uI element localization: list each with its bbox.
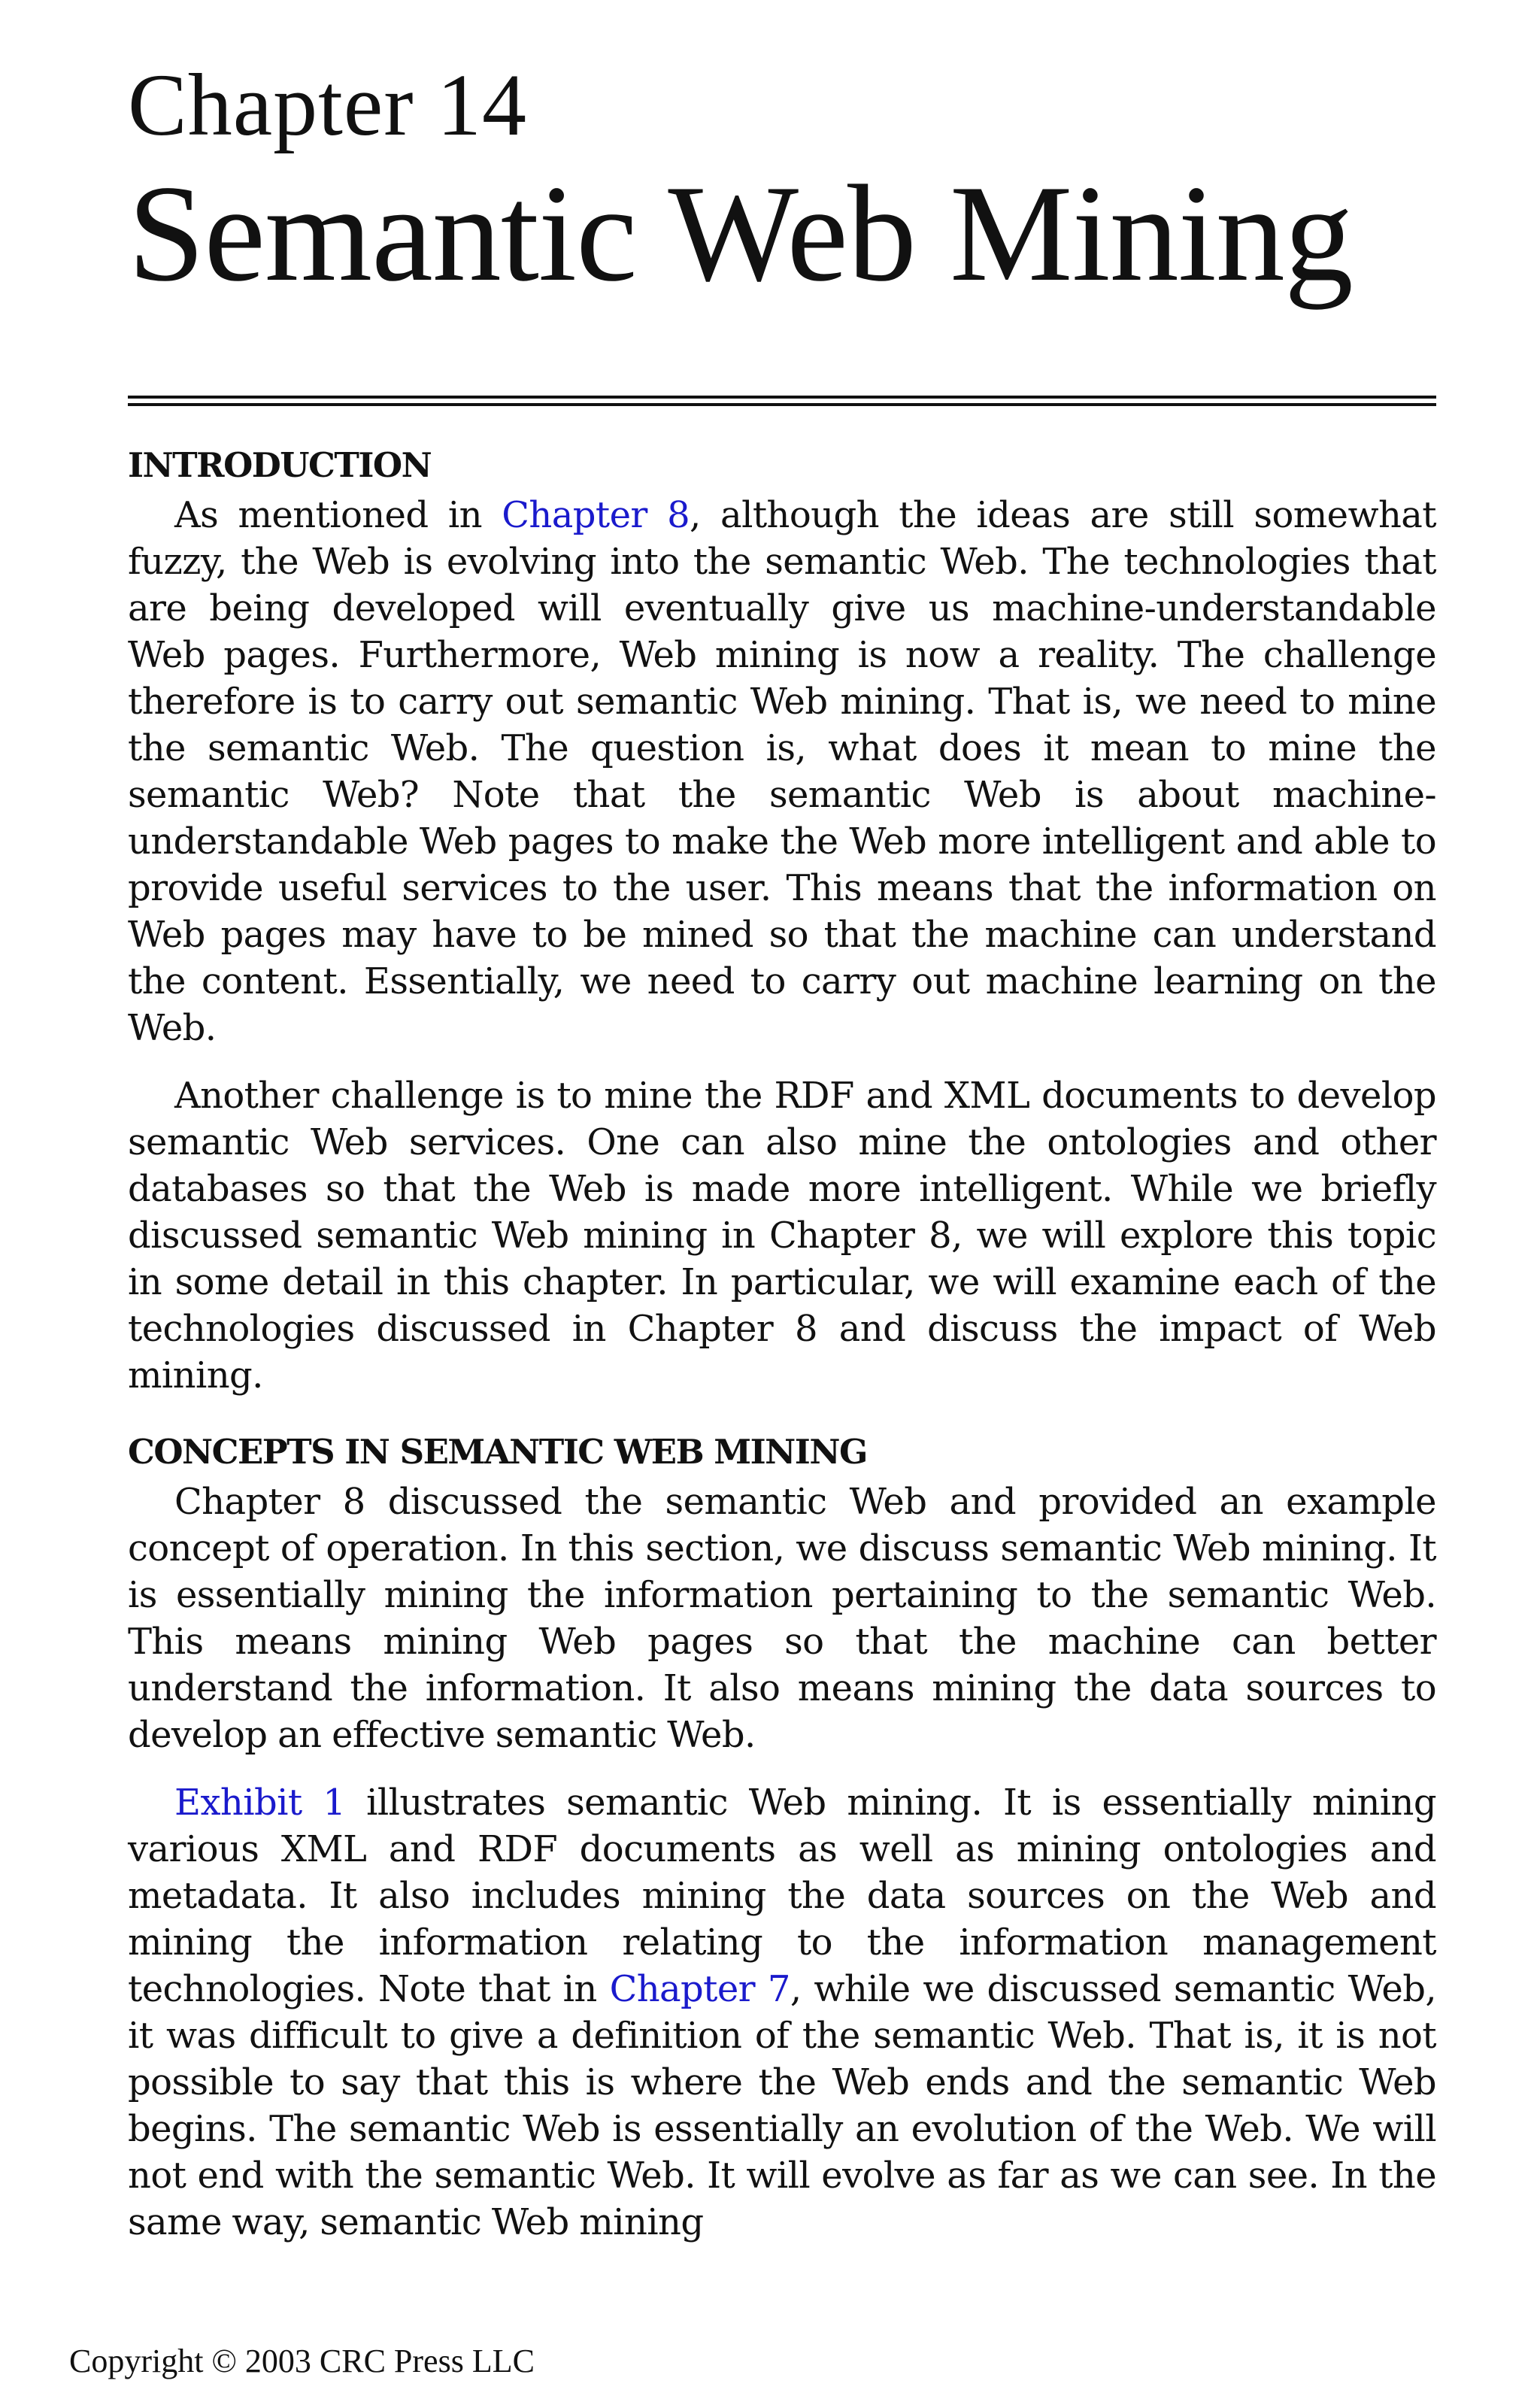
intro-paragraph-2: Another challenge is to mine the RDF and XML documents to develop semantic Web services. One can also mine the ontologies and other databases so that the Web is made more intelligent. While we briefly discussed semantic Web mining in Chapter 8, we will explore this topic in some detail in this chapter. In particular, we will examine each of the technologies discussed in Chapter 8 and discuss the impact of Web mining. — [128, 1075, 1436, 1397]
exhibit-1-link[interactable]: Exhibit 1 — [174, 1782, 346, 1824]
concepts-paragraph-2 — [128, 1779, 1436, 2246]
title-rule-bottom — [128, 403, 1436, 406]
chapter-8-link[interactable]: Chapter 8 — [502, 494, 690, 536]
chapter-title: Semantic Web Mining — [128, 156, 1353, 310]
title-rule-top — [128, 396, 1436, 399]
page-content — [128, 53, 1436, 2267]
chapter-7-link[interactable]: Chapter 7 — [609, 1968, 790, 2010]
concepts-paragraph-1: Chapter 8 discussed the semantic Web and provided an example concept of operation. In this section, we discuss semantic Web mining. It is essentially mining the information pertaining to the semantic Web. This means mining Web pages so that the machine can better understand the information. It also means mining the data sources to develop an effective semantic Web. — [128, 1481, 1436, 1756]
copyright-footer: Copyright © 2003 CRC Press LLC — [69, 2343, 535, 2379]
intro-p1-lead: As mentioned in — [174, 494, 502, 536]
concepts-p2-part1: illustrates semantic Web mining. It is essentially mining various XML and RDF documents as well as mining ontologies and metadata. It also includes mining the data sources on the Web and mining the information relating to the information management technologies. Note that in — [128, 1782, 1436, 2010]
section-heading-introduction: INTRODUCTION — [128, 445, 432, 485]
concepts-p2-part2: , while we discussed semantic Web, it was difficult to give a definition of the semantic Web. That is, it is not possible to say that this is where the Web ends and the semantic Web begins. The semantic Web is essentially an evolution of the Web. We will not end with the semantic Web. It will evolve as far as we can see. In the same way, semantic Web mining — [128, 1968, 1436, 2243]
chapter-label: Chapter 14 — [128, 56, 528, 154]
intro-p1-rest: , although the ideas are still somewhat fuzzy, the Web is evolving into the semantic Web. The technologies that are being developed will eventually give us machine-understandable Web pages. Furthermore, Web mining is now a reality. The challenge therefore is to carry out semantic Web mining. That is, we need to mine the semantic Web. The question is, what does it mean to mine the semantic Web? Note that the semantic Web is about machine-understandable Web pages to make the Web more intelligent and able to provide useful services to the user. This means that the information on Web pages may have to be mined so that the machine can understand the content. Essentially, we need to carry out machine learning on the Web. — [128, 494, 1436, 1049]
intro-paragraph-1 — [128, 492, 1436, 1051]
section-heading-concepts: CONCEPTS IN SEMANTIC WEB MINING — [128, 1432, 867, 1472]
